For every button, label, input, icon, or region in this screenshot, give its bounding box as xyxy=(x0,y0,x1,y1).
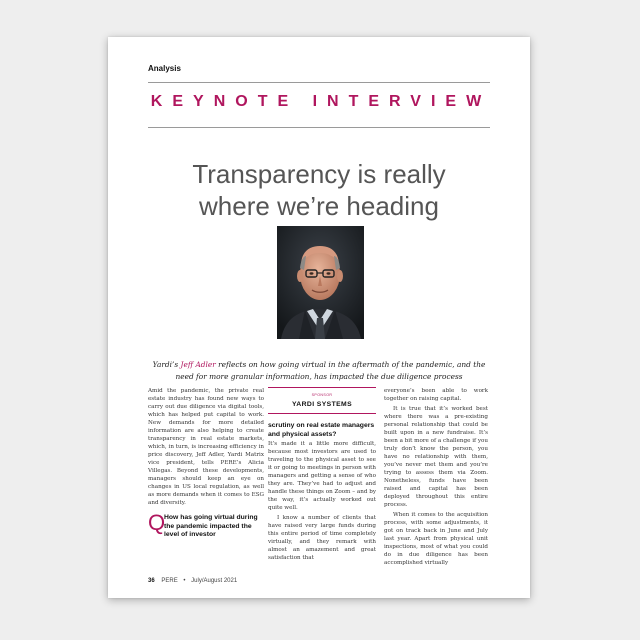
sponsor-box xyxy=(268,387,376,414)
section-label: Analysis xyxy=(148,64,181,73)
intro-paragraph: Amid the pandemic, the private real estate industry has found new ways to carry out due diligence via digital tools, which has helped put capital to work. New demands for more detailed information are also helping to create transparency in real estate markets, which, in turn, is increasing efficiency in price discovery, Jeff Adler, Yardi Matrix vice president, tells PERE’s Alicia Villegas. Beyond these developments, managers should keep an eye on changes in US local regulation, as well as more demands when it comes to ESG and diversity. xyxy=(148,388,264,506)
answer-paragraph-4: It is true that it’s worked best where there was a pre-existing personal relationship that could be built upon in a new fundraise. It’s been a bit more of a challenge if you truly don’t know the person, you have no relationship with them, you’ve never met them and you’re trying to assess them via Zoom. Nonetheless, funds have been raised and capital has been deployed throughout this entire process. xyxy=(384,406,488,508)
sponsor-label: SPONSOR xyxy=(311,393,333,397)
answer-paragraph-5: When it comes to the acquisition process, with some adjustments, it got on track back in June and July last year. Apart from physical unit inspections, most of what you could do in due diligence has been accomplished virtually xyxy=(384,512,488,566)
magazine-page xyxy=(108,37,530,598)
question-text-start: How has going virtual during the pandemic impacted the level of investor xyxy=(164,514,258,538)
kicker-divider xyxy=(148,127,490,128)
headline-line-1: Transparency is really xyxy=(192,159,446,190)
headline xyxy=(128,158,510,222)
body-column-2 xyxy=(268,387,376,564)
standfirst xyxy=(152,359,486,383)
answer-paragraph-2: I know a number of clients that have raised very large funds during this entire period of time completely virtually, and they remark with almost an amazement and great satisfaction that xyxy=(268,515,376,561)
sponsor-divider xyxy=(268,387,376,388)
portrait-photo xyxy=(277,226,364,339)
footer-separator: • xyxy=(183,578,186,584)
question-text-end: scrutiny on real estate managers and physical assets? xyxy=(268,422,375,438)
sponsor-name: YARDI SYSTEMS xyxy=(291,401,353,408)
body-column-1 xyxy=(148,387,264,540)
standfirst-body: reflects on how going virtual in the aftermath of the pandemic, and the need for more granular information, has impacted the due diligence process xyxy=(175,360,486,382)
issue-date: July/August 2021 xyxy=(191,578,238,584)
page-footer xyxy=(148,578,237,584)
sponsor-divider-bottom xyxy=(268,413,376,414)
question-marker: Q xyxy=(148,510,166,535)
interviewee-name: Jeff Adler xyxy=(180,360,216,370)
headline-line-2: where we’re heading xyxy=(199,191,439,222)
portrait-illustration xyxy=(277,226,364,339)
kicker-title: KEYNOTE INTERVIEW xyxy=(150,93,492,110)
publication-name: PERE xyxy=(161,578,178,584)
standfirst-lead: Yardi’s xyxy=(152,360,181,370)
top-divider xyxy=(148,82,490,83)
body-column-3 xyxy=(384,387,488,569)
question-block xyxy=(148,510,264,540)
answer-paragraph-1: It’s made it a little more difficult, because most investors are used to traveling to the physical asset to see it or going to meetings in person with managers and getting a sense of who they are. They’ve had to adjust and handle these things on Zoom – and by the way, it’s actually worked out quite well. xyxy=(268,441,376,511)
answer-paragraph-3: everyone’s been able to work together on raising capital. xyxy=(384,388,488,402)
page-number: 36 xyxy=(148,578,155,584)
